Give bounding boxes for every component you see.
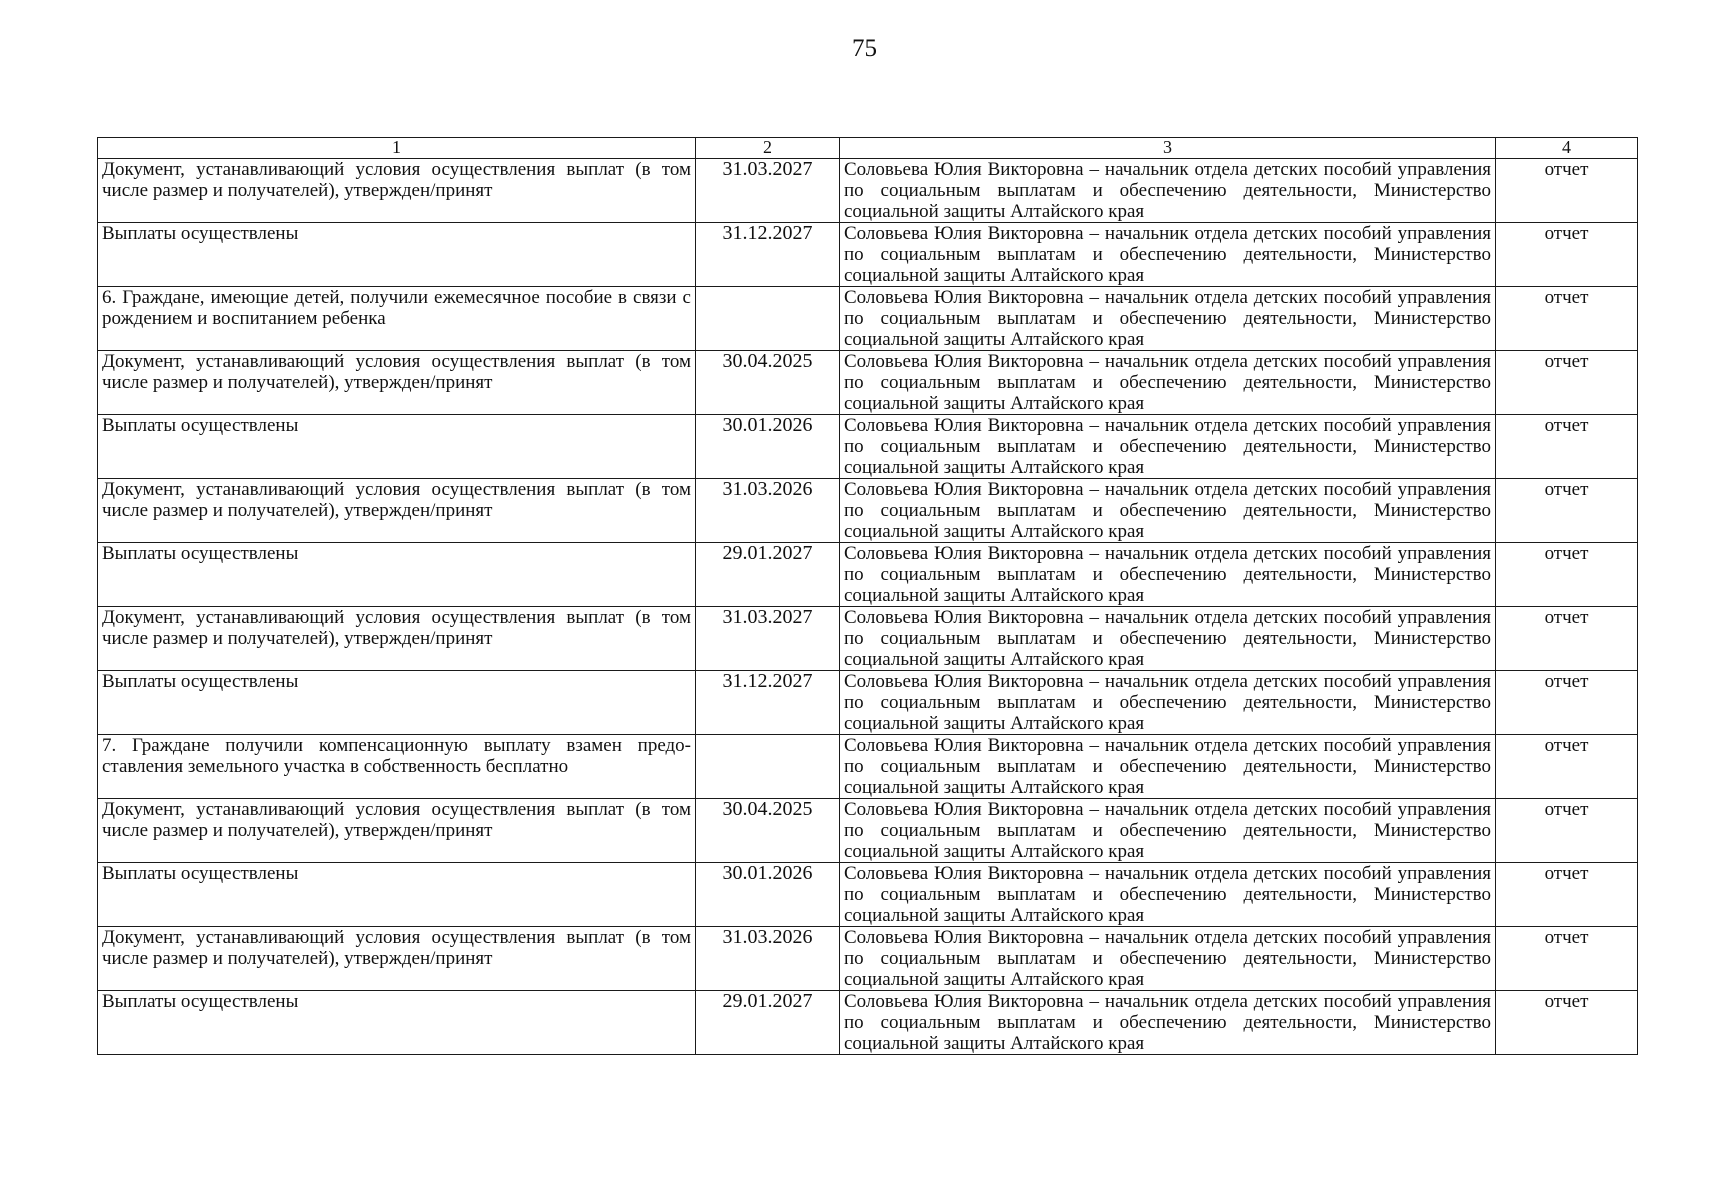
responsible-cell: Соловьева Юлия Викторовна – начальник отдела детских пособий управления по социальным выплатам и обеспечению деятельности, Министерство социальной защиты Алтайского края — [840, 671, 1496, 735]
date-cell: 30.04.2025 — [696, 351, 840, 415]
table-row — [98, 991, 1638, 1055]
table-row — [98, 159, 1638, 223]
responsible-cell: Соловьева Юлия Викторовна – начальник отдела детских пособий управления по социальным выплатам и обеспечению деятельности, Министерство социальной защиты Алтайского края — [840, 287, 1496, 351]
date-cell — [696, 735, 840, 799]
table-row — [98, 479, 1638, 543]
event-cell: 6. Граждане, имеющие детей, получили ежемесячное пособие в связи с рождением и воспитанием ребенка — [98, 287, 696, 351]
date-cell: 30.01.2026 — [696, 415, 840, 479]
date-cell: 31.12.2027 — [696, 223, 840, 287]
document-cell: отчет — [1496, 927, 1638, 991]
responsible-cell: Соловьева Юлия Викторовна – начальник отдела детских пособий управления по социальным выплатам и обеспечению деятельности, Министерство социальной защиты Алтайского края — [840, 735, 1496, 799]
event-cell: 7. Граждане получили компенсационную выплату взамен предоставления земельного участка в собственность бесплатно — [98, 735, 696, 799]
table-row — [98, 415, 1638, 479]
responsible-cell: Соловьева Юлия Викторовна – начальник отдела детских пособий управления по социальным выплатам и обеспечению деятельности, Министерство социальной защиты Алтайского края — [840, 927, 1496, 991]
document-cell: отчет — [1496, 351, 1638, 415]
event-cell: Документ, устанавливающий условия осуществления выплат (в том числе размер и получателей), утвержден/принят — [98, 479, 696, 543]
document-cell: отчет — [1496, 543, 1638, 607]
table-row — [98, 351, 1638, 415]
responsible-cell: Соловьева Юлия Викторовна – начальник отдела детских пособий управления по социальным выплатам и обеспечению деятельности, Министерство социальной защиты Алтайского края — [840, 351, 1496, 415]
event-cell: Документ, устанавливающий условия осуществления выплат (в том числе размер и получателей), утвержден/принят — [98, 351, 696, 415]
date-cell: 31.03.2026 — [696, 479, 840, 543]
table-row — [98, 287, 1638, 351]
event-cell: Документ, устанавливающий условия осуществления выплат (в том числе размер и получателей), утвержден/принят — [98, 607, 696, 671]
page-number: 75 — [852, 35, 877, 62]
header-col-1: 1 — [98, 138, 696, 159]
table-body — [98, 159, 1638, 1055]
event-cell: Документ, устанавливающий условия осуществления выплат (в том числе размер и получателей), утвержден/принят — [98, 159, 696, 223]
document-cell: отчет — [1496, 479, 1638, 543]
responsible-cell: Соловьева Юлия Викторовна – начальник отдела детских пособий управления по социальным выплатам и обеспечению деятельности, Министерство социальной защиты Алтайского края — [840, 991, 1496, 1055]
responsible-cell: Соловьева Юлия Викторовна – начальник отдела детских пособий управления по социальным выплатам и обеспечению деятельности, Министерство социальной защиты Алтайского края — [840, 799, 1496, 863]
document-cell: отчет — [1496, 287, 1638, 351]
date-cell: 31.12.2027 — [696, 671, 840, 735]
event-cell: Документ, устанавливающий условия осуществления выплат (в том числе размер и получателей), утвержден/принят — [98, 927, 696, 991]
date-cell: 30.04.2025 — [696, 799, 840, 863]
plan-table — [97, 137, 1638, 1055]
header-col-3: 3 — [840, 138, 1496, 159]
document-cell: отчет — [1496, 799, 1638, 863]
event-cell: Выплаты осуществлены — [98, 223, 696, 287]
responsible-cell: Соловьева Юлия Викторовна – начальник отдела детских пособий управления по социальным выплатам и обеспечению деятельности, Министерство социальной защиты Алтайского края — [840, 479, 1496, 543]
responsible-cell: Соловьева Юлия Викторовна – начальник отдела детских пособий управления по социальным выплатам и обеспечению деятельности, Министерство социальной защиты Алтайского края — [840, 543, 1496, 607]
responsible-cell: Соловьева Юлия Викторовна – начальник отдела детских пособий управления по социальным выплатам и обеспечению деятельности, Министерство социальной защиты Алтайского края — [840, 415, 1496, 479]
date-cell: 31.03.2027 — [696, 607, 840, 671]
document-cell: отчет — [1496, 671, 1638, 735]
event-cell: Выплаты осуществлены — [98, 863, 696, 927]
table-header — [98, 138, 1638, 159]
event-cell: Документ, устанавливающий условия осуществления выплат (в том числе размер и получателей), утвержден/принят — [98, 799, 696, 863]
table-row — [98, 607, 1638, 671]
date-cell: 30.01.2026 — [696, 863, 840, 927]
document-cell: отчет — [1496, 159, 1638, 223]
document-cell: отчет — [1496, 863, 1638, 927]
table-row — [98, 671, 1638, 735]
responsible-cell: Соловьева Юлия Викторовна – начальник отдела детских пособий управления по социальным выплатам и обеспечению деятельности, Министерство социальной защиты Алтайского края — [840, 223, 1496, 287]
table-row — [98, 799, 1638, 863]
document-cell: отчет — [1496, 735, 1638, 799]
document-cell: отчет — [1496, 991, 1638, 1055]
event-cell: Выплаты осуществлены — [98, 671, 696, 735]
document-cell: отчет — [1496, 415, 1638, 479]
event-cell: Выплаты осуществлены — [98, 415, 696, 479]
header-col-4: 4 — [1496, 138, 1638, 159]
table-row — [98, 735, 1638, 799]
date-cell: 29.01.2027 — [696, 543, 840, 607]
table-row — [98, 863, 1638, 927]
responsible-cell: Соловьева Юлия Викторовна – начальник отдела детских пособий управления по социальным выплатам и обеспечению деятельности, Министерство социальной защиты Алтайского края — [840, 607, 1496, 671]
responsible-cell: Соловьева Юлия Викторовна – начальник отдела детских пособий управления по социальным выплатам и обеспечению деятельности, Министерство социальной защиты Алтайского края — [840, 863, 1496, 927]
date-cell: 29.01.2027 — [696, 991, 840, 1055]
table-row — [98, 927, 1638, 991]
document-cell: отчет — [1496, 223, 1638, 287]
date-cell: 31.03.2026 — [696, 927, 840, 991]
table-row — [98, 223, 1638, 287]
responsible-cell: Соловьева Юлия Викторовна – начальник отдела детских пособий управления по социальным выплатам и обеспечению деятельности, Министерство социальной защиты Алтайского края — [840, 159, 1496, 223]
date-cell — [696, 287, 840, 351]
event-cell: Выплаты осуществлены — [98, 991, 696, 1055]
date-cell: 31.03.2027 — [696, 159, 840, 223]
event-cell: Выплаты осуществлены — [98, 543, 696, 607]
table-row — [98, 543, 1638, 607]
header-row — [98, 138, 1638, 159]
document-cell: отчет — [1496, 607, 1638, 671]
header-col-2: 2 — [696, 138, 840, 159]
